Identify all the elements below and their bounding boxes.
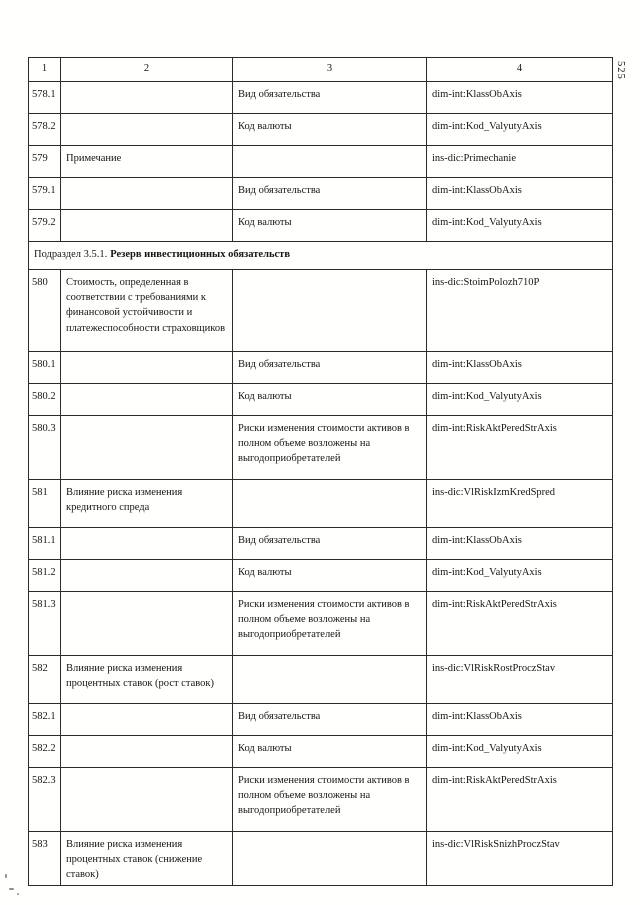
analytic-group-cell: Риски изменения стоимости активов в полном объеме возложены на выгодоприобретателей [233,592,427,656]
row-number-cell: 581.2 [29,560,61,592]
analytic-group-cell [233,832,427,886]
analytic-group-cell: Риски изменения стоимости активов в полном объеме возложены на выгодоприобретателей [233,768,427,832]
table-row [29,146,613,178]
table-row [29,656,613,704]
indicator-name-cell [61,736,233,768]
table-row [29,832,613,886]
indicator-code-cell: dim-int:Kod_ValyutyAxis [427,114,613,146]
scan-artifact [9,888,14,890]
analytic-group-cell [233,146,427,178]
analytic-group-cell: Вид обязательства [233,528,427,560]
indicator-name-cell [61,82,233,114]
indicator-name-cell [61,704,233,736]
indicator-code-cell: ins-dic:Primechanie [427,146,613,178]
indicator-name-cell [61,114,233,146]
row-number-cell: 580 [29,270,61,352]
indicator-code-cell: dim-int:Kod_ValyutyAxis [427,560,613,592]
table-row [29,592,613,656]
indicator-name-cell [61,210,233,242]
indicator-code-cell: dim-int:KlassObAxis [427,82,613,114]
column-number-row [29,58,613,82]
row-number-cell: 582.2 [29,736,61,768]
indicator-code-cell: dim-int:KlassObAxis [427,704,613,736]
table-row [29,704,613,736]
table-row [29,270,613,352]
table-row [29,82,613,114]
indicator-code-cell: ins-dic:VlRiskIzmKredSpred [427,480,613,528]
analytic-group-cell: Риски изменения стоимости активов в полном объеме возложены на выгодоприобретателей [233,416,427,480]
analytic-group-cell: Код валюты [233,736,427,768]
row-number-cell: 579 [29,146,61,178]
analytic-group-cell: Вид обязательства [233,704,427,736]
indicator-name-cell [61,528,233,560]
table-row [29,528,613,560]
indicator-table [28,57,613,886]
analytic-group-cell: Код валюты [233,114,427,146]
row-number-cell: 582.3 [29,768,61,832]
indicator-name-cell: Влияние риска изменения процентных ставок (снижение ставок) [61,832,233,886]
row-number-cell: 579.2 [29,210,61,242]
table-row [29,560,613,592]
row-number-cell: 578.2 [29,114,61,146]
indicator-code-cell: dim-int:KlassObAxis [427,528,613,560]
table-row [29,384,613,416]
indicator-code-cell: dim-int:Kod_ValyutyAxis [427,736,613,768]
analytic-group-cell: Вид обязательства [233,352,427,384]
analytic-group-cell: Код валюты [233,210,427,242]
analytic-group-cell: Код валюты [233,384,427,416]
row-number-cell: 580.3 [29,416,61,480]
indicator-name-cell [61,560,233,592]
table-row [29,210,613,242]
analytic-group-cell: Вид обязательства [233,178,427,210]
col-header-2: 2 [61,58,233,82]
row-number-cell: 582.1 [29,704,61,736]
indicator-name-cell [61,384,233,416]
indicator-name-cell: Влияние риска изменения процентных ставок (рост ставок) [61,656,233,704]
scan-artifact [5,874,7,878]
row-number-cell: 578.1 [29,82,61,114]
col-header-1: 1 [29,58,61,82]
row-number-cell: 582 [29,656,61,704]
page-number: 525 [615,61,626,80]
indicator-name-cell [61,592,233,656]
col-header-3: 3 [233,58,427,82]
indicator-name-cell [61,768,233,832]
section-header-cell [29,242,613,270]
indicator-name-cell: Примечание [61,146,233,178]
indicator-code-cell: dim-int:KlassObAxis [427,178,613,210]
row-number-cell: 580.1 [29,352,61,384]
indicator-code-cell: ins-dic:VlRiskSnizhProczStav [427,832,613,886]
indicator-name-cell [61,416,233,480]
indicator-code-cell: ins-dic:StoimPolozh710P [427,270,613,352]
indicator-code-cell: dim-int:RiskAktPeredStrAxis [427,416,613,480]
table-row [29,736,613,768]
col-header-4: 4 [427,58,613,82]
row-number-cell: 581 [29,480,61,528]
row-number-cell: 581.1 [29,528,61,560]
table-row [29,352,613,384]
analytic-group-cell [233,656,427,704]
analytic-group-cell [233,270,427,352]
analytic-group-cell: Вид обязательства [233,82,427,114]
section-row [29,242,613,270]
section-title: Резерв инвестиционных обязательств [110,249,291,260]
indicator-name-cell: Стоимость, определенная в соответствии с требованиями к финансовой устойчивости и платежеспособности страховщиков [61,270,233,352]
section-prefix: Подраздел 3.5.1. [34,249,108,260]
row-number-cell: 583 [29,832,61,886]
analytic-group-cell: Код валюты [233,560,427,592]
indicator-code-cell: dim-int:KlassObAxis [427,352,613,384]
indicator-name-cell [61,352,233,384]
indicator-name-cell: Влияние риска изменения кредитного спреда [61,480,233,528]
analytic-group-cell [233,480,427,528]
table-row [29,768,613,832]
table-row [29,178,613,210]
row-number-cell: 581.3 [29,592,61,656]
table-row [29,416,613,480]
row-number-cell: 579.1 [29,178,61,210]
row-number-cell: 580.2 [29,384,61,416]
scan-artifact [17,893,19,895]
indicator-code-cell: dim-int:Kod_ValyutyAxis [427,384,613,416]
table-row [29,114,613,146]
indicator-code-cell: dim-int:RiskAktPeredStrAxis [427,592,613,656]
taxonomy-table-body [29,58,613,886]
indicator-code-cell: dim-int:RiskAktPeredStrAxis [427,768,613,832]
indicator-code-cell: ins-dic:VlRiskRostProczStav [427,656,613,704]
indicator-name-cell [61,178,233,210]
table-row [29,480,613,528]
indicator-code-cell: dim-int:Kod_ValyutyAxis [427,210,613,242]
